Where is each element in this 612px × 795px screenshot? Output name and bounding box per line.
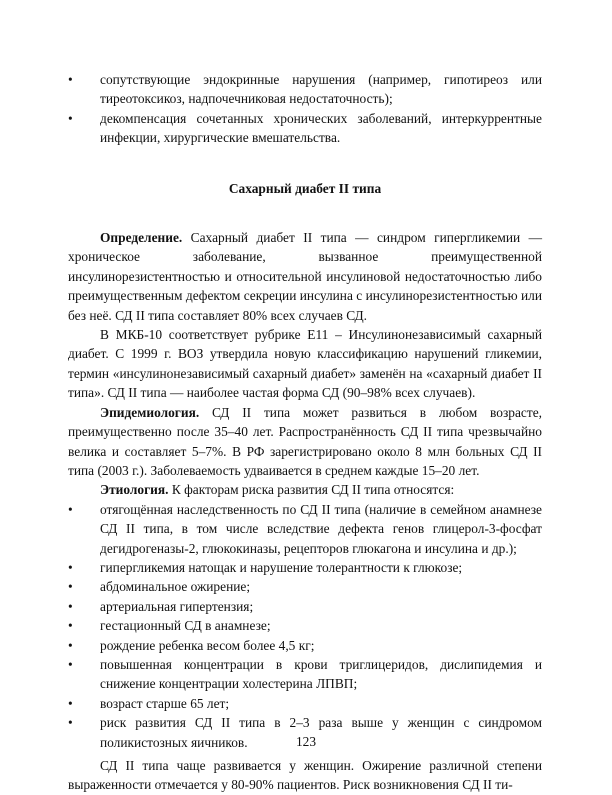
list-item [68,694,542,713]
etiology-text: К факторам риска развития СД II типа относятся: [168,482,455,498]
list-item-text: повышенная концентрации в крови триглицеридов, дислипидемия и снижение концентрации холестерина ЛПВП; [100,656,542,692]
bullet-icon: • [68,72,73,87]
risk-factor-list [68,500,542,752]
list-item-text: гестационный СД в анамнезе; [100,618,271,634]
list-item-text: сопутствующие эндокринные нарушения (например, гипотиреоз или тиреотоксикоз, надпочечниковая недостаточность); [100,72,542,107]
list-item-text: отягощённая наследственность по СД II типа (наличие в семейном анамнезе СД II типа, в том числе вследствие дефекта генов глицерол-3-фосфат дегидрогеназы-2, глюкокиназы, рецепторов глюкагона и инсулина и др.); [100,501,542,556]
list-item [68,558,542,577]
mkb-paragraph: В МКБ-10 соответствует рубрике Е11 – Инсулинонезависимый сахарный диабет. С 1999 г. ВОЗ утвердила новую классификацию нарушений гликемии, термин «инсулинонезависимый сахарный диабет» заменён на «сахарный диабет II типа». СД II типа — наиболее частая форма СД (90–98% всех случаев). [68,327,542,401]
list-item [68,109,542,148]
list-item [68,636,542,655]
epidemiology-paragraph [68,403,542,481]
list-item [68,500,542,558]
bullet-icon: • [68,715,73,731]
bullet-icon: • [68,559,73,575]
list-item [68,597,542,616]
etiology-paragraph [68,480,542,499]
bullet-icon: • [68,501,73,517]
page-content [68,66,542,795]
epidemiology-lead: Эпидемиология. [100,404,200,420]
list-item [68,70,542,109]
top-bullet-list [68,70,542,148]
list-item-text: декомпенсация сочетанных хронических заболеваний, интеркуррентные инфекции, хирургические вмешательства. [100,110,542,146]
list-item-text: возраст старше 65 лет; [100,695,230,711]
bullet-icon: • [68,579,73,595]
bullet-icon: • [68,637,73,653]
epidemiology-text: СД II типа может развиться в любом возрасте, преимущественно после 35–40 лет. Распространённость СД II типа чрезвычайно велика и составляет 5–7%. В РФ зарегистрировано около 8 млн больных СД II типа (2003 г.). Заболеваемость удваивается в среднем каждые 15–20 лет. [68,404,542,478]
definition-paragraph [68,228,542,325]
list-item-text: гипергликемия натощак и нарушение толерантности к глюкозе; [100,559,463,575]
etiology-lead: Этиология. [100,482,169,498]
list-item-text: абдоминальное ожирение; [100,579,251,595]
bullet-icon: • [68,110,73,126]
list-item [68,616,542,635]
definition-lead: Определение. [100,230,183,246]
section-title: Сахарный диабет II типа [228,180,382,196]
closing-paragraph: СД II типа чаще развивается у женщин. Ожирение различной степени выраженности отмечается у 80-90% пациентов. Риск возникновения СД II ти- [68,758,542,793]
bullet-icon: • [68,618,73,634]
bullet-icon: • [68,695,73,711]
list-item [68,577,542,596]
list-item-text: рождение ребенка весом более 4,5 кг; [100,637,315,653]
list-item-text: риск развития СД II типа в 2–3 раза выше у женщин с синдромом поликистозных яичников. [100,715,542,750]
page-number: 123 [295,734,317,749]
definition-text: Сахарный диабет II типа — синдром гипергликемии — хроническое заболевание, вызванное преимущественной инсулинорезистентностью и относительной инсулиновой недостаточностью либо преимущественным дефектом секреции инсулина с инсулинорезистентностью или без неё. СД II типа составляет 80% всех случаев СД. [68,230,542,323]
bullet-icon: • [68,598,73,614]
list-item-text: артериальная гипертензия; [100,598,254,614]
list-item [68,655,542,694]
bullet-icon: • [68,656,73,672]
